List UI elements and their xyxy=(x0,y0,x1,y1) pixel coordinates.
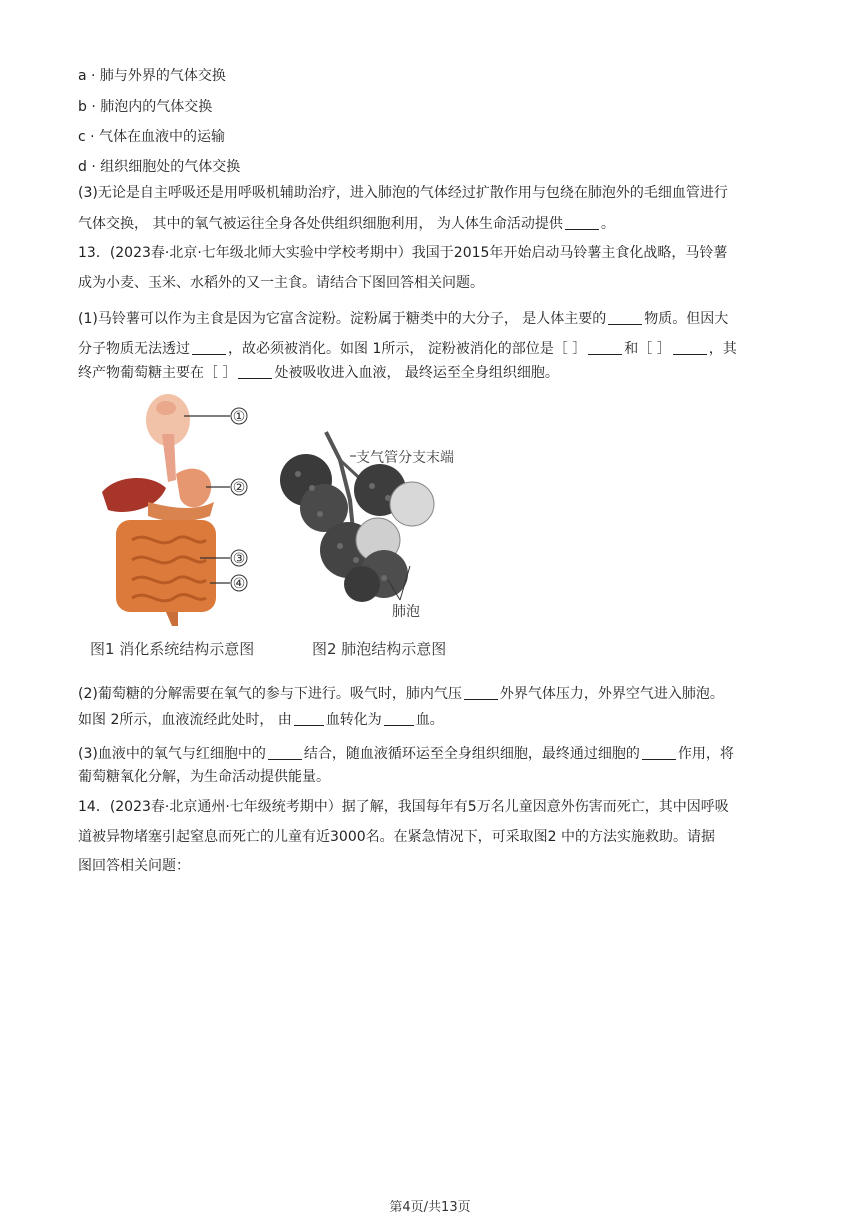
answer-blank[interactable] xyxy=(588,340,622,355)
answer-blank[interactable] xyxy=(565,215,599,230)
answer-blank[interactable] xyxy=(268,745,302,760)
q13-part2-text-a: (2)葡萄糖的分解需要在氧气的参与下进行。吸气时，肺内气压 xyxy=(78,686,462,702)
q12-part3-end: 。 xyxy=(600,216,615,232)
q13-part2-text-c: 如图 2所示，血液流经此处时， 由 xyxy=(78,712,292,728)
q13-part3-line1 xyxy=(78,744,734,764)
svg-text:①: ① xyxy=(232,409,246,425)
q13-part1-text-a: (1)马铃薯可以作为主食是因为它富含淀粉。淀粉属于糖类中的大分子， 是人体主要的 xyxy=(78,311,607,327)
figure-digestive-and-alveolus xyxy=(88,390,468,662)
q13-part2-text-e: 血。 xyxy=(415,712,444,728)
q13-part1-line3 xyxy=(78,363,559,383)
q13-part1-text-c: 分子物质无法透过 xyxy=(78,341,190,357)
option-b: b · 肺泡内的气体交换 xyxy=(78,99,213,115)
q14-stem-line3: 图回答相关问题： xyxy=(78,858,190,874)
q13-part3-text-b: 结合，随血液循环运至全身组织细胞，最终通过细胞的 xyxy=(303,746,640,762)
q14-stem-line2: 道被异物堵塞引起窒息而死亡的儿童有近3000名。在紧急情况下，可采取图2 中的方法实施救助。请据 xyxy=(78,829,715,845)
figure-1-caption: 图1 消化系统结构示意图 xyxy=(90,640,255,658)
q14-stem-line1: 14．(2023春·北京通州·七年级统考期中）据了解，我国每年有5万名儿童因意外伤害而死亡，其中因呼吸 xyxy=(78,799,729,815)
svg-text:④: ④ xyxy=(232,576,246,592)
option-c: c · 气体在血液中的运输 xyxy=(78,129,226,145)
figure-label-3 xyxy=(231,550,247,567)
answer-blank[interactable] xyxy=(294,711,324,726)
answer-blank[interactable] xyxy=(238,364,272,379)
figure-illustration xyxy=(88,390,468,635)
answer-blank[interactable] xyxy=(642,745,676,760)
q13-part2-text-d: 血转化为 xyxy=(325,712,382,728)
q13-stem-line1: 13．(2023春·北京·七年级北师大实验中学校考期中）我国于2015年开始启动马铃薯主食化战略，马铃薯 xyxy=(78,245,728,261)
q12-part3-line1: (3)无论是自主呼吸还是用呼吸机辅助治疗，进入肺泡的气体经过扩散作用与包绕在肺泡外的毛细血管进行 xyxy=(78,185,728,201)
page-number: 第4页/共13页 xyxy=(389,1200,471,1215)
q13-part2-line2 xyxy=(78,710,444,730)
answer-blank[interactable] xyxy=(673,340,707,355)
answer-blank[interactable] xyxy=(384,711,414,726)
alveolus-label: 肺泡 xyxy=(392,604,420,620)
q13-part1-text-f: ，其 xyxy=(708,341,737,357)
answer-blank[interactable] xyxy=(464,685,498,700)
figure-label-1 xyxy=(231,408,247,425)
q13-part1-text-h: 处被吸收进入血液， 最终运至全身组织细胞。 xyxy=(274,365,559,381)
q13-part1-text-b: 物质。但因大 xyxy=(644,311,729,327)
option-d: d · 组织细胞处的气体交换 xyxy=(78,159,241,175)
q13-part2-text-b: 外界气体压力，外界空气进入肺泡。 xyxy=(499,686,724,702)
answer-blank[interactable] xyxy=(608,310,642,325)
q13-part2-line1 xyxy=(78,684,724,704)
q12-part3-text: 气体交换， 其中的氧气被运往全身各处供组织细胞利用， 为人体生命活动提供 xyxy=(78,216,563,232)
figure-2-caption: 图2 肺泡结构示意图 xyxy=(312,640,447,658)
bronchiole-label: 支气管分支末端 xyxy=(356,450,454,466)
digestive-system-illustration xyxy=(102,394,247,626)
figure-label-4 xyxy=(231,575,247,592)
alveolus-illustration xyxy=(280,432,454,620)
q13-part3-text-c: 作用，将 xyxy=(677,746,734,762)
q13-stem-line2: 成为小麦、玉米、水稻外的又一主食。请结合下图回答相关问题。 xyxy=(78,275,484,291)
q13-part1-text-e: 和［ ］ xyxy=(624,341,671,357)
q13-part1-line1 xyxy=(78,309,728,329)
q13-part1-text-d: ，故必须被消化。如图 1所示， 淀粉被消化的部位是［ ］ xyxy=(228,341,587,357)
option-a: a · 肺与外界的气体交换 xyxy=(78,68,226,84)
answer-blank[interactable] xyxy=(192,340,226,355)
q13-part3-text-a: (3)血液中的氧气与红细胞中的 xyxy=(78,746,266,762)
svg-text:③: ③ xyxy=(232,551,246,567)
q13-part3-line2: 葡萄糖氧化分解，为生命活动提供能量。 xyxy=(78,769,330,785)
svg-text:②: ② xyxy=(232,480,246,496)
figure-label-2 xyxy=(231,479,247,496)
q13-part1-text-g: 终产物葡萄糖主要在［ ］ xyxy=(78,365,237,381)
q12-part3-line2 xyxy=(78,214,615,234)
q13-part1-line2 xyxy=(78,339,737,359)
